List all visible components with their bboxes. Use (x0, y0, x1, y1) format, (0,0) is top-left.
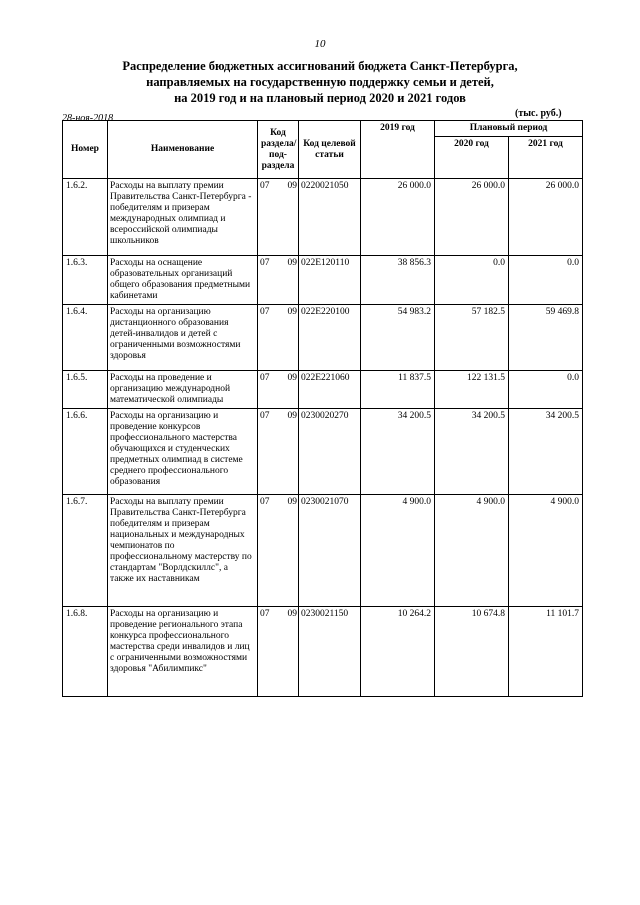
table-row (63, 256, 583, 305)
header-2021: 2021 год (509, 137, 583, 179)
row-2019-value: 10 264.2 (361, 607, 435, 697)
header-2020: 2020 год (435, 137, 509, 179)
header-number: Номер (63, 121, 108, 179)
section-code: 07 (260, 411, 270, 421)
row-name: Расходы на выплату премии Правительства Санкт-Петербурга - победителям и призерам международных олимпиад и всероссийской олимпиады школьников (108, 179, 258, 256)
row-2019-value: 54 983.2 (361, 305, 435, 371)
header-section-code: Код раздела/ под-раздела (258, 121, 299, 179)
row-2019-value: 4 900.0 (361, 495, 435, 607)
header-2019: 2019 год (361, 121, 435, 179)
row-target-code: 022Е220100 (299, 305, 361, 371)
row-section-code (258, 179, 299, 256)
subsection-code: 09 (287, 373, 297, 383)
row-2021-value: 34 200.5 (509, 409, 583, 495)
row-target-code: 0230021150 (299, 607, 361, 697)
row-name: Расходы на оснащение образовательных организаций общего образования предметными кабинетами (108, 256, 258, 305)
document-date: 28-ноя-2018 (62, 113, 114, 124)
row-2021-value: 59 469.8 (509, 305, 583, 371)
subsection-code: 09 (287, 411, 297, 421)
row-target-code: 0220021050 (299, 179, 361, 256)
subsection-code: 09 (287, 258, 297, 268)
header-name: Наименование (108, 121, 258, 179)
table-row (63, 305, 583, 371)
header-target-code: Код целевой статьи (299, 121, 361, 179)
section-code: 07 (260, 258, 270, 268)
budget-table (62, 120, 583, 697)
row-name: Расходы на проведение и организацию международной математической олимпиады (108, 371, 258, 409)
table-body (63, 179, 583, 697)
table-row (63, 179, 583, 256)
section-code: 07 (260, 181, 270, 191)
row-2021-value: 11 101.7 (509, 607, 583, 697)
row-2020-value: 122 131.5 (435, 371, 509, 409)
row-2020-value: 57 182.5 (435, 305, 509, 371)
row-target-code: 0230021070 (299, 495, 361, 607)
row-number: 1.6.6. (63, 409, 108, 495)
row-number: 1.6.8. (63, 607, 108, 697)
title-line-3: на 2019 год и на плановый период 2020 и 2021 годов (174, 91, 466, 105)
section-code: 07 (260, 497, 270, 507)
row-2019-value: 38 856.3 (361, 256, 435, 305)
row-section-code (258, 371, 299, 409)
table-row (63, 607, 583, 697)
row-name: Расходы на организацию дистанционного образования детей-инвалидов и детей с ограниченными возможностями здоровья (108, 305, 258, 371)
units-label: (тыс. руб.) (515, 108, 562, 119)
row-target-code: 022Е221060 (299, 371, 361, 409)
row-2020-value: 0.0 (435, 256, 509, 305)
row-2021-value: 0.0 (509, 371, 583, 409)
row-section-code (258, 305, 299, 371)
table-row (63, 409, 583, 495)
row-section-code (258, 256, 299, 305)
row-target-code: 022Е120110 (299, 256, 361, 305)
row-2020-value: 26 000.0 (435, 179, 509, 256)
row-number: 1.6.4. (63, 305, 108, 371)
row-name: Расходы на организацию и проведение регионального этапа конкурса профессионального мастерства среди инвалидов и лиц с ограниченными возможностями здоровья "Абилимпикс" (108, 607, 258, 697)
subsection-code: 09 (287, 497, 297, 507)
row-section-code (258, 495, 299, 607)
table-row (63, 495, 583, 607)
row-2020-value: 4 900.0 (435, 495, 509, 607)
section-code: 07 (260, 609, 270, 619)
row-2021-value: 4 900.0 (509, 495, 583, 607)
row-section-code (258, 409, 299, 495)
row-number: 1.6.5. (63, 371, 108, 409)
section-code: 07 (260, 373, 270, 383)
row-2019-value: 26 000.0 (361, 179, 435, 256)
table-row (63, 371, 583, 409)
row-name: Расходы на организацию и проведение конкурсов профессионального мастерства обучающихся и студенческих предметных олимпиад в системе среднего профессионального образования (108, 409, 258, 495)
row-2021-value: 26 000.0 (509, 179, 583, 256)
title-line-1: Распределение бюджетных ассигнований бюджета Санкт-Петербурга, (122, 59, 518, 73)
row-number: 1.6.2. (63, 179, 108, 256)
row-2019-value: 34 200.5 (361, 409, 435, 495)
row-2020-value: 10 674.8 (435, 607, 509, 697)
subsection-code: 09 (287, 307, 297, 317)
row-2020-value: 34 200.5 (435, 409, 509, 495)
section-code: 07 (260, 307, 270, 317)
row-2021-value: 0.0 (509, 256, 583, 305)
subsection-code: 09 (287, 609, 297, 619)
page-number: 10 (314, 38, 326, 50)
row-number: 1.6.7. (63, 495, 108, 607)
document-title (60, 58, 580, 106)
title-line-2: направляемых на государственную поддержку семьи и детей, (146, 75, 494, 89)
row-number: 1.6.3. (63, 256, 108, 305)
header-planned-period: Плановый период (435, 121, 583, 137)
row-name: Расходы на выплату премии Правительства Санкт-Петербурга победителям и призерам национальных и международных чемпионатов по профессиональному мастерству по стандартам "Ворлдскиллс", а также их наставникам (108, 495, 258, 607)
subsection-code: 09 (287, 181, 297, 191)
row-section-code (258, 607, 299, 697)
row-target-code: 0230020270 (299, 409, 361, 495)
row-2019-value: 11 837.5 (361, 371, 435, 409)
